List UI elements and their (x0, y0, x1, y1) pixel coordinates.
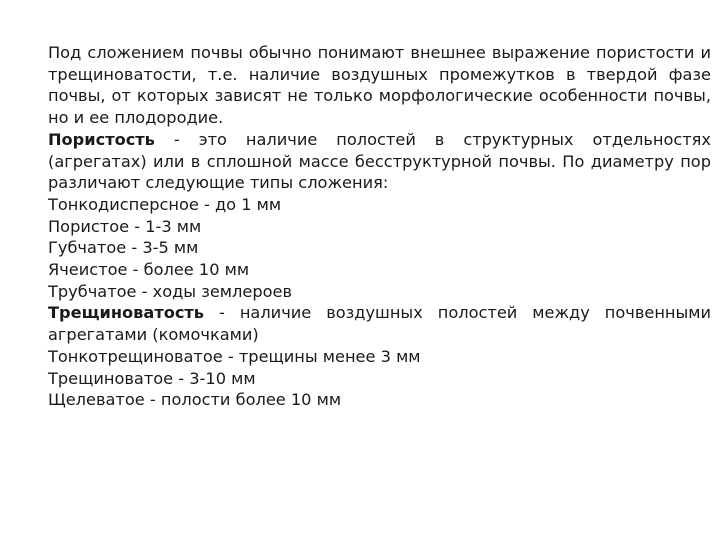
porosity-type-porous: Пористое - 1-3 мм (48, 216, 202, 236)
fracturing-definition: - наличие воздушных полостей между почвенными агрегатами (комочками) (48, 303, 711, 345)
fracturing-type-fractured: Трещиноватое - 3-10 мм (48, 368, 256, 388)
porosity-type-tubular: Трубчатое - ходы землероев (48, 281, 292, 301)
fracturing-term: Трещиноватость (48, 303, 205, 323)
text-block (48, 42, 711, 411)
intro-paragraph: Под сложением почвы обычно понимают внешнее выражение пористости и трещиноватости, т.е. наличие воздушных промежутков в твердой фазе почвы, от которых зависят не только морфологические особенности почвы, но и ее плодородие. (48, 43, 711, 128)
fracturing-paragraph (48, 302, 711, 345)
porosity-type-cellular: Ячеистое - более 10 мм (48, 260, 250, 280)
porosity-definition: - это наличие полостей в структурных отдельностях (агрегатах) или в сплошной массе бесструктурной почвы. По диаметру пор различают следующие типы сложения: (48, 129, 711, 193)
porosity-type-fine: Тонкодисперсное - до 1 мм (48, 194, 282, 214)
fracturing-type-fine: Тонкотрещиноватое - трещины менее 3 мм (48, 346, 421, 366)
porosity-term: Пористость (48, 129, 155, 149)
fracturing-type-slotted: Щелеватое - полости более 10 мм (48, 390, 342, 410)
porosity-type-spongy: Губчатое - 3-5 мм (48, 238, 199, 258)
porosity-paragraph (48, 129, 711, 194)
